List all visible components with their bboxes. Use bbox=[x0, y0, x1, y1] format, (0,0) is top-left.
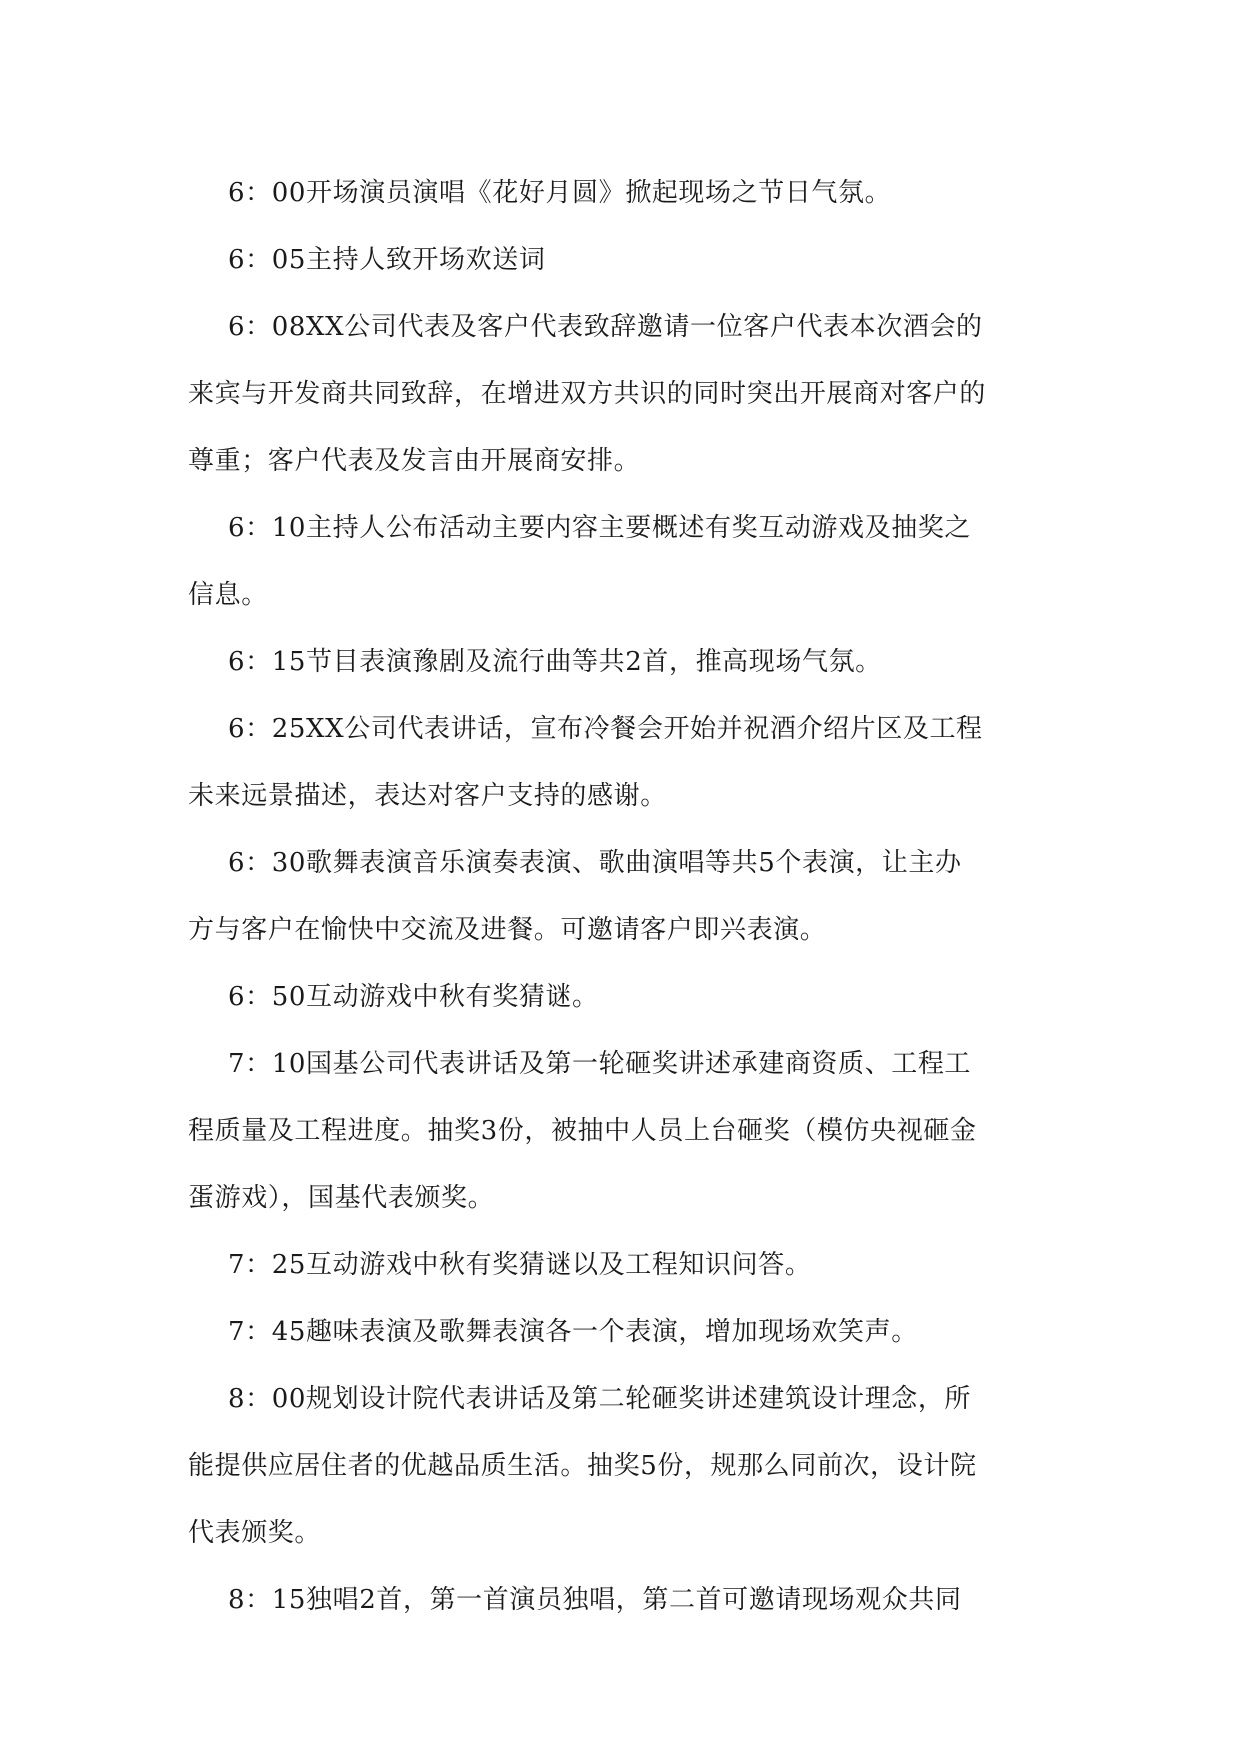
schedule-item-600 bbox=[188, 160, 1058, 227]
paragraph-line: 6：50互动游戏中秋有奖猜谜。 bbox=[228, 982, 599, 1012]
paragraph-line: 6：00开场演员演唱《花好月圆》掀起现场之节日气氛。 bbox=[228, 178, 892, 208]
paragraph-line: 6：25XX公司代表讲话，宣布冷餐会开始并祝酒介绍片区及工程 bbox=[228, 714, 983, 744]
paragraph-line: 程质量及工程进度。抽奖3份，被抽中人员上台砸奖（模仿央视砸金 bbox=[188, 1116, 977, 1146]
paragraph-line: 7：45趣味表演及歌舞表演各一个表演，增加现场欢笑声。 bbox=[228, 1317, 918, 1347]
schedule-item-800 bbox=[188, 1366, 1058, 1567]
schedule-item-615 bbox=[188, 629, 1058, 696]
paragraph-line: 8：00规划设计院代表讲话及第二轮砸奖讲述建筑设计理念，所 bbox=[228, 1384, 972, 1414]
schedule-item-630 bbox=[188, 830, 1058, 964]
paragraph-line: 7：10国基公司代表讲话及第一轮砸奖讲述承建商资质、工程工 bbox=[228, 1049, 972, 1079]
paragraph-line: 能提供应居住者的优越品质生活。抽奖5份，规那么同前次，设计院 bbox=[188, 1451, 977, 1481]
paragraph-line: 蛋游戏），国基代表颁奖。 bbox=[188, 1183, 495, 1213]
schedule-item-815 bbox=[188, 1567, 1058, 1634]
schedule-item-650 bbox=[188, 964, 1058, 1031]
paragraph-line: 方与客户在愉快中交流及进餐。可邀请客户即兴表演。 bbox=[188, 915, 827, 945]
schedule-item-610 bbox=[188, 495, 1058, 629]
schedule-item-745 bbox=[188, 1299, 1058, 1366]
paragraph-line: 尊重；客户代表及发言由开展商安排。 bbox=[188, 446, 641, 476]
paragraph-line: 未来远景描述，表达对客户支持的感谢。 bbox=[188, 781, 667, 811]
paragraph-line: 7：25互动游戏中秋有奖猜谜以及工程知识问答。 bbox=[228, 1250, 812, 1280]
paragraph-line: 6：15节目表演豫剧及流行曲等共2首，推高现场气氛。 bbox=[228, 647, 882, 677]
document-body bbox=[188, 160, 1058, 1634]
schedule-item-710 bbox=[188, 1031, 1058, 1232]
paragraph-line: 代表颁奖。 bbox=[188, 1518, 322, 1548]
schedule-item-608 bbox=[188, 294, 1058, 495]
paragraph-line: 6：08XX公司代表及客户代表致辞邀请一位客户代表本次酒会的 bbox=[228, 312, 983, 342]
schedule-item-605 bbox=[188, 227, 1058, 294]
paragraph-line: 来宾与开发商共同致辞，在增进双方共识的同时突出开展商对客户的 bbox=[188, 379, 987, 409]
paragraph-line: 6：05主持人致开场欢送词 bbox=[228, 245, 546, 275]
paragraph-line: 6：30歌舞表演音乐演奏表演、歌曲演唱等共5个表演，让主办 bbox=[228, 848, 962, 878]
schedule-item-725 bbox=[188, 1232, 1058, 1299]
schedule-item-625 bbox=[188, 696, 1058, 830]
paragraph-line: 8：15独唱2首，第一首演员独唱，第二首可邀请现场观众共同 bbox=[228, 1585, 962, 1615]
paragraph-line: 信息。 bbox=[188, 580, 268, 610]
paragraph-line: 6：10主持人公布活动主要内容主要概述有奖互动游戏及抽奖之 bbox=[228, 513, 972, 543]
